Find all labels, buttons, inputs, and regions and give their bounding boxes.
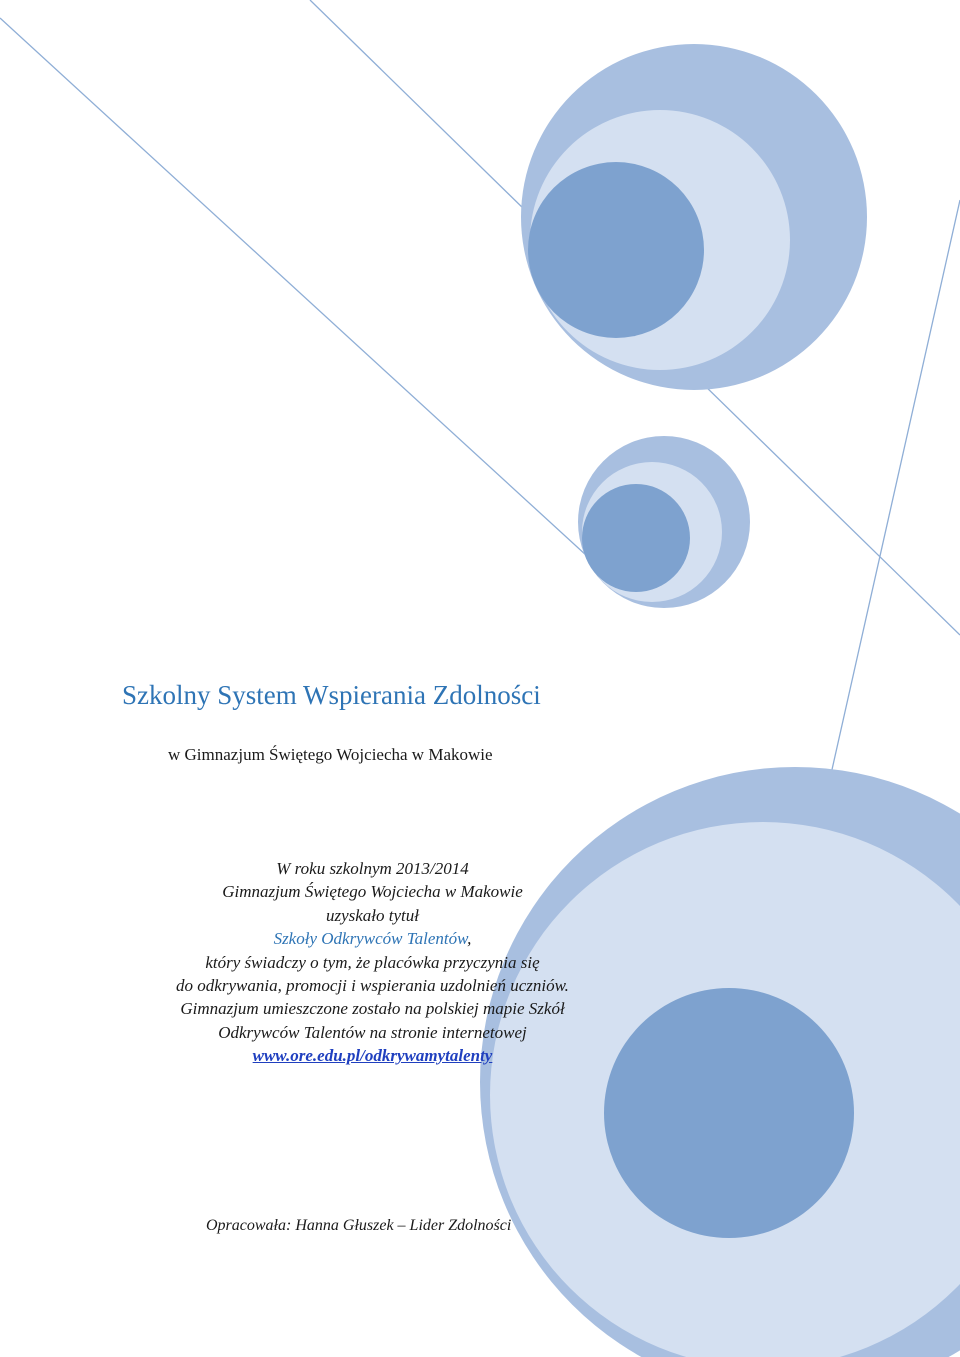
circle-group-middle [578,436,750,608]
document-subtitle: w Gimnazjum Świętego Wojciecha w Makowie [168,745,493,764]
statement-line-4 [0,927,745,950]
statement-line-3: uzyskało tytuł [325,905,419,925]
decorative-line-top-left [0,18,635,600]
award-statement [0,857,745,1068]
award-title-suffix: , [467,929,472,949]
statement-line-5: który świadczy o tym, że placówka przyczynia się [205,952,540,972]
statement-line-2: Gimnazjum Świętego Wojciecha w Makowie [222,882,523,902]
statement-line-7: Gimnazjum umieszczone zostało na polskiej mapie Szkół [180,999,565,1019]
statement-line-8: Odkrywców Talentów na stronie internetowej [218,1022,527,1042]
statement-line-1: W roku szkolnym 2013/2014 [276,859,469,878]
statement-line-6: do odkrywania, promocji i wspierania uzdolnień uczniów. [176,976,569,996]
statement-line-link [0,1044,745,1067]
award-title: Szkoły Odkrywców Talentów [273,929,468,949]
circle-group-top [521,44,867,390]
author-credit: Opracowała: Hanna Głuszek – Lider Zdolności [206,1217,512,1234]
website-link[interactable]: www.ore.edu.pl/odkrywamytalenty [252,1046,493,1066]
document-title: Szkolny System Wspierania Zdolności [122,680,541,710]
